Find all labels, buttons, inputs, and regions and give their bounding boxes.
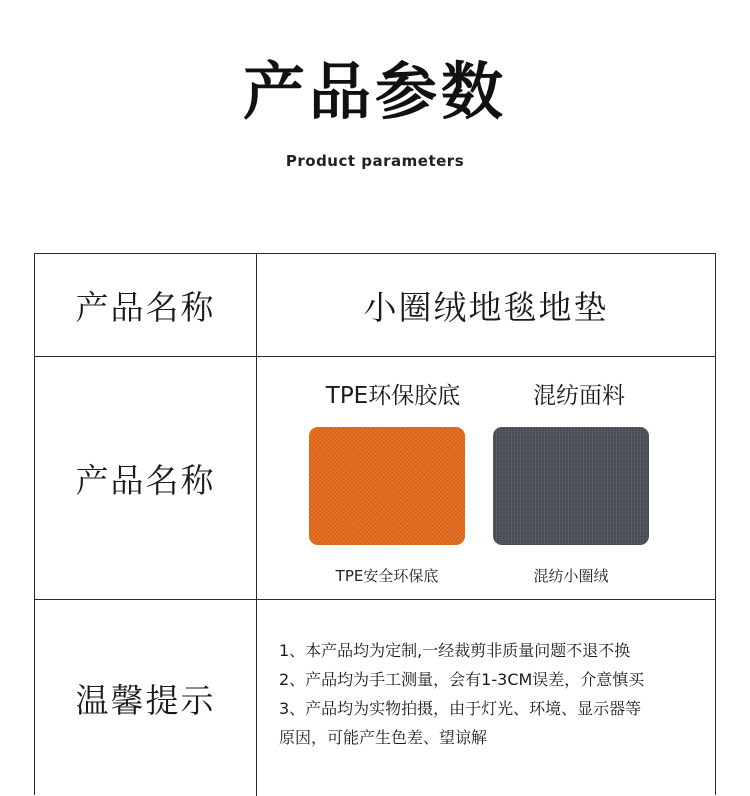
material-heading-base: TPE环保胶底 (325, 383, 461, 409)
row-value-cell (257, 254, 715, 356)
material-caption-base: TPE安全环保底 (335, 567, 439, 585)
note-line: 原因，可能产生色差、望谅解 (279, 728, 488, 747)
materials-cell (257, 357, 715, 599)
page-subtitle: Product parameters (285, 152, 465, 170)
fabric-swatch-image (493, 427, 649, 545)
note-line: 1、本产品均为定制,一经裁剪非质量问题不退不换 (279, 641, 631, 660)
product-name-value: 小圈绒地毯地垫 (363, 287, 609, 327)
note-line: 3、产品均为实物拍摄，由于灯光、环境、显示器等 (279, 699, 642, 718)
row-label: 温馨提示 (35, 600, 257, 796)
spec-table (34, 253, 716, 795)
material-heading-fabric: 混纺面料 (533, 383, 625, 409)
table-row-notes (35, 600, 715, 796)
row-label: 产品名称 (35, 357, 257, 599)
page-title: 产品参数 (242, 55, 507, 128)
material-caption-fabric: 混纺小圈绒 (533, 567, 609, 585)
notes-list (279, 636, 705, 752)
table-row-product-name (35, 254, 715, 357)
note-line: 2、产品均为手工测量，会有1-3CM误差，介意慎买 (279, 670, 645, 689)
row-label: 产品名称 (35, 254, 257, 356)
tpe-base-swatch-image (309, 427, 465, 545)
notes-cell (257, 600, 715, 796)
table-row-materials (35, 357, 715, 600)
